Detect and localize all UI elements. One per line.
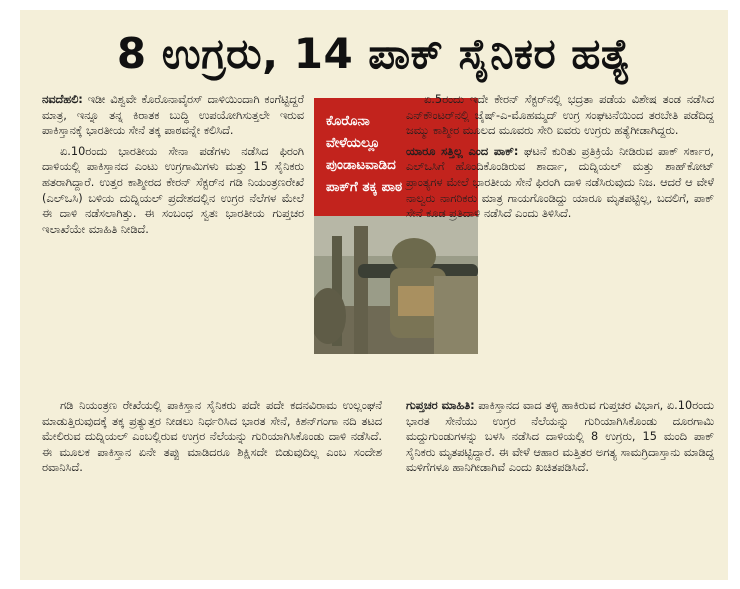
paragraph-6 (406, 398, 714, 476)
left-column-bottom (42, 398, 382, 481)
subhead-pak-denial: ಯಾರೂ ಸತ್ತಿಲ್ಲ ಎಂದ ಪಾಕ್: (406, 144, 519, 158)
caption-line-3: ಪುಂಡಾಟವಾಡಿದ (326, 157, 396, 173)
caption-line-4: ಪಾಕ್‌ಗೆ ತಕ್ಕ ಪಾಠ (326, 179, 403, 195)
paragraph-4: ಏ.5ರಂದು ಇದೇ ಕೇರನ್ ಸೆಕ್ಟರ್‌ನಲ್ಲಿ ಭದ್ರತಾ ಪಡೆಯ ವಿಶೇಷ ತಂಡ ನಡೆಸಿದ ಎನ್‌ಕೌಂಟರ್‌ನಲ್ಲಿ ಜೈಷ್-ಎ-ಮೊಹಮ್ಮದ್ ಉಗ್ರ ಸಂಘಟನೆಯಿಂದ ತರಬೇತಿ ಪಡೆದಿದ್ದ ಜಮ್ಮು ಕಾಶ್ಮೀರ ಮೂಲದ ಮೂವರು ಸೇರಿ ಐವರು ಉಗ್ರರು ಹತ್ಯೆಗೀಡಾಗಿದ್ದರು. (406, 93, 714, 138)
paragraph-1-text: ಇಡೀ ವಿಶ್ವವೇ ಕೊರೊನಾವೈರಸ್ ದಾಳಿಯಿಂದಾಗಿ ಕಂಗೆಟ್ಟಿದ್ದರೆ ಮಾತ್ರ, ಇನ್ನೂ ತನ್ನ ಕಿರಾತಕ ಬುದ್ಧಿ ಉಪಯೋಗಿಸುತ್ತಲೇ ಇರುವ ಪಾಕಿಸ್ತಾನಕ್ಕೆ ಭಾರತೀಯ ಸೇನೆ ತಕ್ಕ ಪಾಠವನ್ನೇ ಕಲಿಸಿದೆ. (42, 93, 304, 138)
paragraph-6-text: ಪಾಕಿಸ್ತಾನದ ವಾದ ತಳ್ಳಿ ಹಾಕಿರುವ ಗುಪ್ತಚರ ವಿಭಾಗ, ಏ.10ರಂದು ಭಾರತ ಸೇನೆಯು ಉಗ್ರರ ನೆಲೆಯನ್ನು ಗುರಿಯಾಗಿಸಿಕೊಂಡು ದೂರಗಾಮಿ ಮದ್ದುಗುಂಡುಗಳನ್ನು ಬಳಸಿ ನಡೆಸಿದ ದಾಳಿಯಲ್ಲಿ 8 ಉಗ್ರರು, 15 ಮಂದಿ ಪಾಕ್ ಸೈನಿಕರು ಮೃತಪಟ್ಟಿದ್ದಾರೆ. ಈ ವೇಳೆ ಆಹಾರ ಮತ್ತಿತರ ಅಗತ್ಯ ಸಾಮಗ್ರಿದಾಸ್ತಾನು ಮಾಡಿದ್ದ ಮಳಿಗೆಗಳೂ ಹಾನಿಗೀಡಾಗಿವೆ ಎಂದು ಖಚಿತಪಡಿಸಿದೆ. (406, 399, 715, 475)
paragraph-5-text: ಘಟನೆ ಕುರಿತು ಪ್ರತಿಕ್ರಿಯೆ ನೀಡಿರುವ ಪಾಕ್ ಸರ್ಕಾರ, ಎಲ್‌ಒಸಿಗೆ ಹೊಂದಿಕೊಂಡಿರುವ ಶಾರ್ದಾ, ದುದ್ನಿಯಲ್ ಮತ್ತು ಶಾಹ್‌ಕೋಟ್ ಪ್ರಾಂತ್ಯಗಳ ಮೇಲೆ ಭಾರತೀಯ ಸೇನೆ ಫಿರಂಗಿ ದಾಳಿ ನಡೆಸಿರುವುದು ನಿಜ. ಆದರೆ ಆ ವೇಳೆ ನಾಲ್ವರು ನಾಗರಿಕರು ಮಾತ್ರ ಗಾಯಗೊಂಡಿದ್ದು ಯಾರೂ ಮೃತಪಟ್ಟಿಲ್ಲ, ಬದಲಿಗೆ, ಪಾಕ್ ಸೇನೆ ಕೂಡ ಪ್ರತಿದಾಳಿ ನಡೆಸಿದೆ ಎಂದು ತಿಳಿಸಿದೆ. (406, 144, 715, 221)
paragraph-1 (42, 92, 304, 139)
left-column (42, 92, 304, 242)
headline: 8 ಉಗ್ರರು, 14 ಪಾಕ್ ಸೈನಿಕರ ಹತ್ಯೆ (116, 29, 632, 78)
dateline: ನವದೆಹಲಿ: (42, 93, 83, 106)
newspaper-clipping (20, 10, 728, 580)
subhead-intelligence: ಗುಪ್ತಚರ ಮಾಹಿತಿ: (406, 399, 475, 412)
paragraph-3: ಗಡಿ ನಿಯಂತ್ರಣ ರೇಖೆಯಲ್ಲಿ ಪಾಕಿಸ್ತಾನ ಸೈನಿಕರು ಪದೇ ಪದೇ ಕದನವಿರಾಮ ಉಲ್ಲಂಘನೆ ಮಾಡುತ್ತಿರುವುದಕ್ಕೆ ತಕ್ಕ ಪ್ರತ್ಯುತ್ತರ ನೀಡಲು ನಿರ್ಧರಿಸಿದ ಭಾರತ ಸೇನೆ, ಕಿಶನ್‌ಗಂಗಾ ನದಿ ತಟದ ಮೇಲಿರುವ ದುದ್ನಿಯಲ್ ಎಂಬಲ್ಲಿರುವ ಉಗ್ರರ ನೆಲೆಯನ್ನು ಗುರಿಯಾಗಿಸಿಕೊಂಡು ದಾಳಿ ನಡೆಸಿದೆ. ಈ ಮೂಲಕ ಪಾಕಿಸ್ತಾನ ಏನೇ ತಪ್ಪು ಮಾಡಿದರೂ ಶಿಕ್ಷಿಸದೇ ಬಿಡುವುದಿಲ್ಲ ಎಂಬ ಸಂದೇಶ ರವಾನಿಸಿದೆ. (42, 399, 382, 475)
right-column-bottom (406, 398, 714, 481)
right-column (406, 92, 714, 227)
soldier-photo (314, 216, 478, 354)
caption-line-2: ವೇಳೆಯಲ್ಲೂ (326, 135, 380, 151)
paragraph-5 (406, 144, 714, 222)
caption-line-1: ಕೊರೊನಾ (326, 113, 370, 129)
paragraph-2: ಏ.10ರಂದು ಭಾರತೀಯ ಸೇನಾ ಪಡೆಗಳು ನಡೆಸಿದ ಫಿರಂಗಿ ದಾಳಿಯಲ್ಲಿ ಪಾಕಿಸ್ತಾನದ ಎಂಟು ಉಗ್ರಗಾಮಿಗಳು ಮತ್ತು 15 ಸೈನಿಕರು ಹತರಾಗಿದ್ದಾರೆ. ಉತ್ತರ ಕಾಶ್ಮೀರದ ಕೇರನ್ ಸೆಕ್ಟರ್‌ನ ಗಡಿ ನಿಯಂತ್ರಣರೇಖೆ (ಎಲ್‌ಒಸಿ) ಬಳಿಯ ದುದ್ನಿಯಲ್ ಪ್ರದೇಶದಲ್ಲಿನ ಉಗ್ರರ ನೆಲೆಗಳ ಮೇಲೆ ಈ ದಾಳಿ ನಡೆಸಲಾಗಿತ್ತು. ಈ ಸಂಬಂಧ ಸ್ವತಃ ಭಾರತೀಯ ಗುಪ್ತಚರ ಇಲಾಖೆಯೇ ಮಾಹಿತಿ ನೀಡಿದೆ. (42, 144, 304, 236)
